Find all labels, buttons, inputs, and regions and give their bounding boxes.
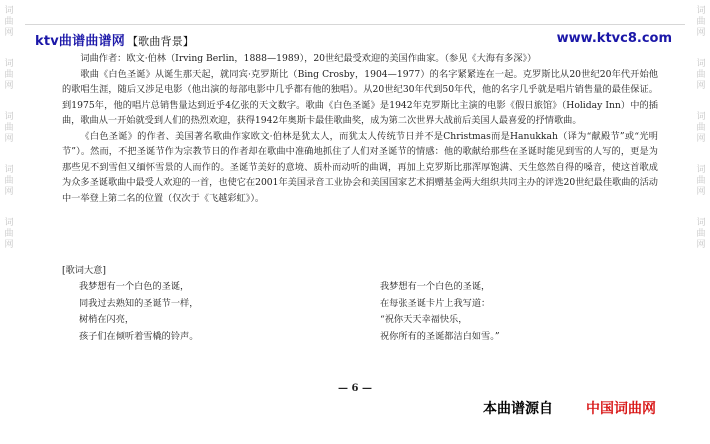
page-number: — 6 — xyxy=(338,383,372,394)
lyrics-column-right xyxy=(380,279,650,345)
lyric-line: 树梢在闪亮， xyxy=(79,314,135,325)
watermark-text: 词 曲 网 xyxy=(4,6,14,38)
lyric-line: 孩子们在倾听着雪橇的铃声。 xyxy=(79,330,199,342)
watermark-text: 词 曲 网 xyxy=(696,112,706,144)
paragraph-meaning: 《白色圣诞》的作者、美国著名歌曲作家欧文·伯林是犹太人，而犹太人传统节日并不是Christmas而是Hanukkah（译为“献殿节”或“光明节”）。然而，不把圣诞节作为宗教节日的作者却在歌曲中准确地抓住了人们对圣诞节的情感：他的歌献给那些在圣诞时能见到雪的人写的，更是为那些见不到雪但又缅怀雪景的人而作的。圣诞节美好的意境、质朴而动听的曲调，再加上克罗斯比那浑厚饱满、天生悠然自得的嗓音，使这首歌成为众多圣诞歌曲中最受人欢迎的一首，也使它在2001年美国录音工业协会和美国国家艺术捐赠基金两大组织共同主办的评选20世纪最佳歌曲的活动中一举登上第二名的位置（仅次于《飞越彩虹》）。 xyxy=(62,130,658,204)
lyrics-column-left xyxy=(79,279,329,345)
right-watermark-strip xyxy=(694,0,708,444)
lyrics-heading: [歌词大意] xyxy=(62,265,106,276)
watermark-text: 词 曲 网 xyxy=(4,59,14,91)
paragraph-history: 歌曲《白色圣诞》从诞生那天起，就同宾·克罗斯比（Bing Crosby，1904—1977）的名字紧紧连在一起。克罗斯比从20世纪20年代开始他的歌唱生涯，随后又涉足电影（他出演的每部电影中几乎都有他的独唱）。从20世纪30年代到50年代，他的名字几乎就是唱片销售量的最佳保证。到1975年，他的唱片总销售量达到近乎4亿张的天文数字。歌曲《白色圣诞》是1942年克罗斯比主演的电影《假日旅馆》（Holiday Inn）中的插曲，歌曲从一开始就受到人们的热烈欢迎，获得1942年奥斯卡最佳歌曲奖，成为第二次世界大战前后美国人最喜爱的抒情歌曲。 xyxy=(62,68,658,126)
lyric-line: 祝你所有的圣诞都洁白如雪。” xyxy=(380,330,500,342)
lyric-line: 同我过去熟知的圣诞节一样， xyxy=(79,297,199,309)
paragraph-author: 词曲作者：欧文·伯林（Irving Berlin，1888—1989），20世纪最受欢迎的美国作曲家。（参见《大海有多深》） xyxy=(80,53,537,64)
watermark-text: 词 曲 网 xyxy=(696,6,706,38)
left-watermark-strip xyxy=(2,0,16,444)
lyric-line: 我梦想有一个白色的圣诞， xyxy=(79,281,190,292)
lyric-line: 我梦想有一个白色的圣诞， xyxy=(380,281,491,292)
section-label: 【歌曲背景】 xyxy=(126,35,195,48)
source-label: 本曲谱源自 xyxy=(483,401,553,417)
watermark-text: 词 曲 网 xyxy=(696,218,706,250)
site-url[interactable]: www.ktvc8.com xyxy=(556,31,672,46)
watermark-text: 词 曲 网 xyxy=(696,165,706,197)
source-site-link[interactable]: 中国词曲网 xyxy=(586,401,656,417)
watermark-text: 词 曲 网 xyxy=(4,112,14,144)
document-body xyxy=(62,51,658,206)
site-brand-left[interactable] xyxy=(35,30,194,49)
site-name: ktv曲谱曲谱网 xyxy=(35,34,125,49)
watermark-text: 词 曲 网 xyxy=(4,218,14,250)
watermark-text: 词 曲 网 xyxy=(4,165,14,197)
lyric-line: “祝你天天幸福快乐， xyxy=(380,314,468,325)
lyric-line: 在每张圣诞卡片上我写道： xyxy=(380,297,491,309)
header-divider xyxy=(25,24,685,25)
watermark-text: 词 曲 网 xyxy=(696,59,706,91)
